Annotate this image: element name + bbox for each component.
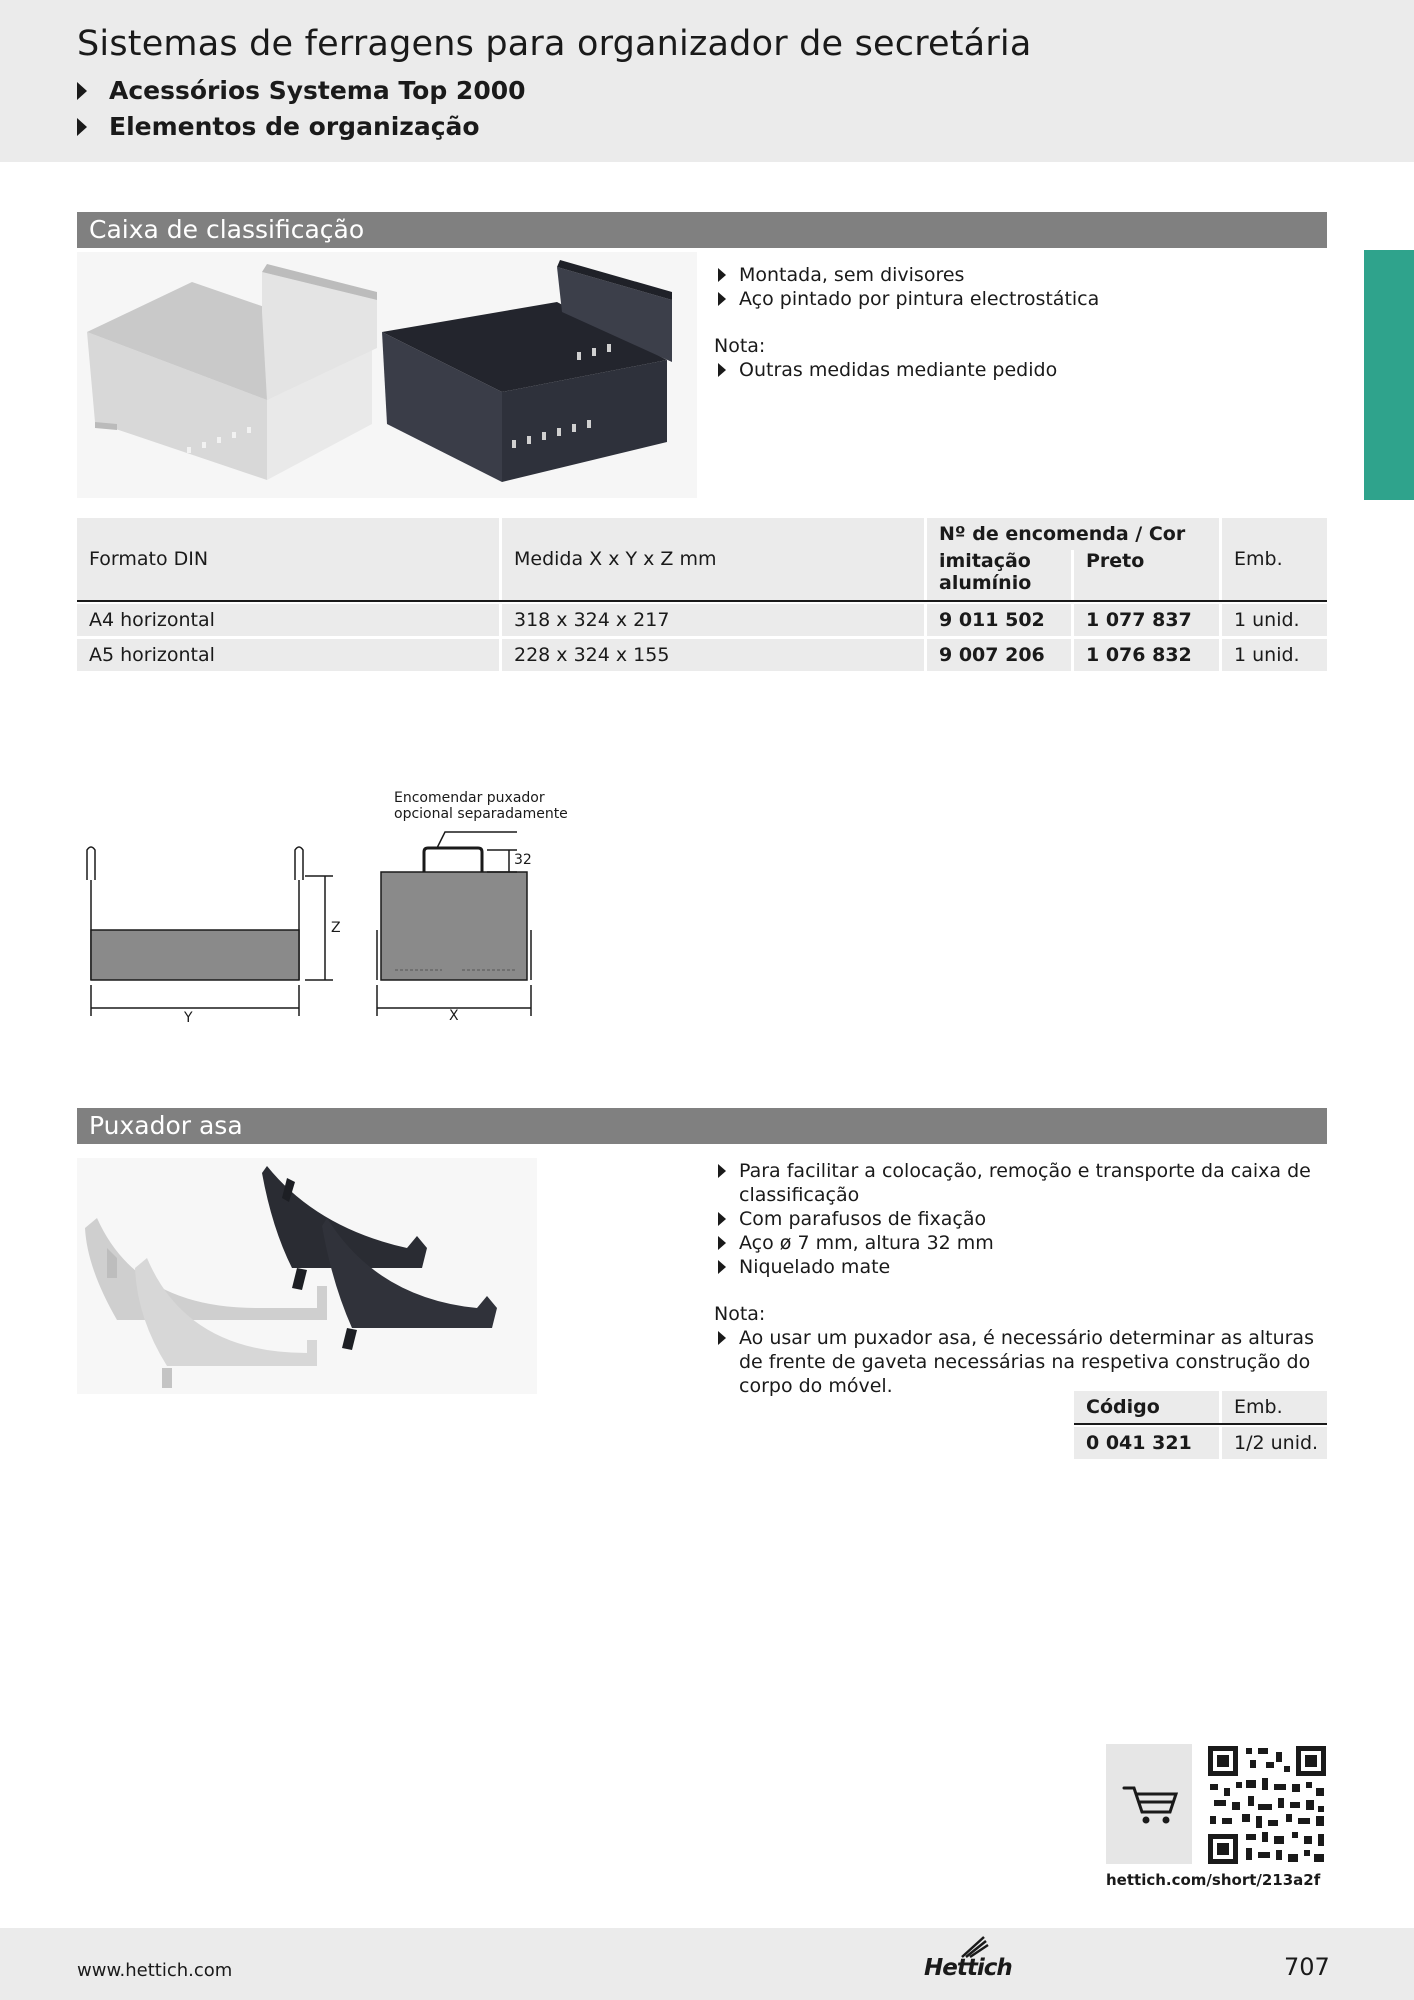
feature-item: Com parafusos de fixação (714, 1207, 1334, 1231)
dimension-label: 32 (514, 852, 532, 868)
feature-item: Aço pintado por pintura electrostática (714, 287, 1334, 311)
breadcrumb-label: Acessórios Systema Top 2000 (109, 76, 526, 105)
col-header-measure: Medida X x Y x Z mm (502, 518, 924, 600)
caret-right-icon (77, 82, 87, 100)
page-title: Sistemas de ferragens para organizador de secretária (77, 24, 1032, 64)
table-cell: A5 horizontal (77, 639, 499, 671)
footer-url[interactable]: www.hettich.com (77, 1960, 233, 1981)
order-number: 9 007 206 (927, 639, 1071, 671)
feature-list (714, 263, 1334, 311)
order-number: 1 076 832 (1074, 639, 1219, 671)
sorting-box-image (77, 252, 697, 498)
note-item: Outras medidas mediante pedido (714, 358, 1334, 382)
col-header-order-group: Nº de encomenda / Cor (927, 518, 1219, 550)
feature-list (714, 1159, 1334, 1279)
shop-link[interactable] (1106, 1744, 1192, 1864)
col-header-format: Formato DIN (77, 518, 499, 600)
col-header-emb: Emb. (1222, 1391, 1327, 1423)
feature-item: Niquelado mate (714, 1255, 1334, 1279)
table-cell: 1 unid. (1222, 604, 1327, 636)
order-number: 0 041 321 (1074, 1427, 1219, 1459)
col-header-alu: imitação alumínio (927, 550, 1071, 600)
table-cell: A4 horizontal (77, 604, 499, 636)
short-url-link[interactable]: hettich.com/short/213a2f (1106, 1871, 1321, 1889)
col-header-emb: Emb. (1222, 518, 1327, 600)
col-header-black: Preto (1074, 550, 1219, 600)
note-label: Nota: (714, 335, 766, 357)
caret-right-icon (77, 118, 87, 136)
note-list (714, 358, 1334, 382)
brand-logo: Hettich (924, 1955, 1012, 1981)
dimension-label: Z (331, 920, 341, 936)
breadcrumb-item (77, 112, 480, 141)
chapter-tab (1364, 250, 1414, 500)
note-label: Nota: (714, 1303, 766, 1325)
table-cell: 228 x 324 x 155 (502, 639, 924, 671)
note-list (714, 1326, 1334, 1398)
order-number: 1 077 837 (1074, 604, 1219, 636)
page-number: 707 (1284, 1953, 1330, 1981)
drawing-note: Encomendar puxador opcional separadamente (394, 790, 568, 822)
breadcrumb-label: Elementos de organização (109, 112, 480, 141)
feature-item: Para facilitar a colocação, remoção e transporte da caixa de classificação (714, 1159, 1334, 1207)
section-title: Puxador asa (77, 1108, 1327, 1144)
order-number: 9 011 502 (927, 604, 1071, 636)
shopping-cart-icon (1106, 1744, 1192, 1864)
table-cell: 318 x 324 x 217 (502, 604, 924, 636)
table-header-rule (1074, 1423, 1327, 1425)
handle-image (77, 1158, 537, 1394)
feature-item: Montada, sem divisores (714, 263, 1334, 287)
note-item: Ao usar um puxador asa, é necessário determinar as alturas de frente de gaveta necessárias na respetiva construção do corpo do móvel. (714, 1326, 1334, 1398)
table-cell: 1/2 unid. (1222, 1427, 1327, 1459)
section-title: Caixa de classificação (77, 212, 1327, 248)
feature-item: Aço ø 7 mm, altura 32 mm (714, 1231, 1334, 1255)
table-header-rule (77, 600, 1327, 602)
dimension-label: X (449, 1008, 459, 1024)
col-header-code: Código (1074, 1391, 1219, 1423)
qr-code[interactable] (1206, 1744, 1328, 1866)
breadcrumb-item (77, 76, 526, 105)
table-cell: 1 unid. (1222, 639, 1327, 671)
dimension-label: Y (184, 1010, 193, 1026)
